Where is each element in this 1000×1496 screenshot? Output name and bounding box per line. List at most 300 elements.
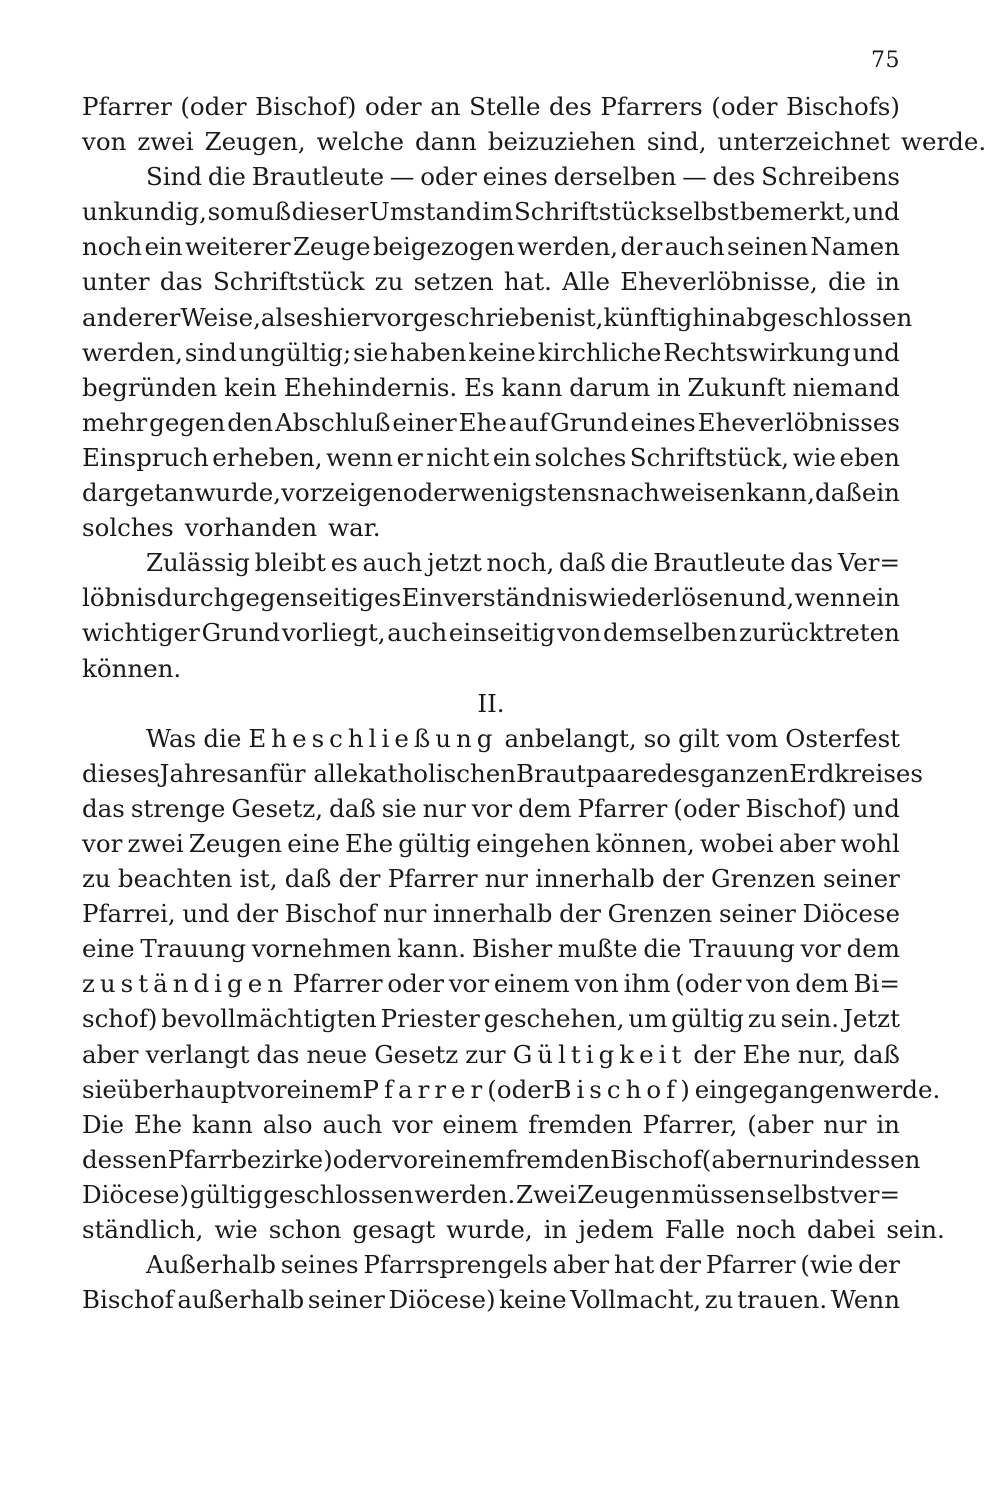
word: vor bbox=[82, 828, 123, 858]
word: noch, bbox=[486, 548, 555, 578]
word: einem bbox=[493, 969, 570, 999]
word: muß bbox=[235, 197, 292, 227]
text-line bbox=[82, 478, 900, 513]
word: Pfarrer bbox=[705, 1250, 796, 1280]
word: müssen bbox=[671, 1179, 766, 1209]
word: neue bbox=[306, 1039, 368, 1069]
word: Eheschließung bbox=[248, 723, 498, 753]
word: Es bbox=[464, 372, 495, 402]
word: aber bbox=[552, 1250, 610, 1280]
word: von bbox=[746, 969, 791, 999]
word: der bbox=[659, 1250, 701, 1280]
word: unter bbox=[82, 267, 150, 297]
word: Eheverlöbnisse, bbox=[620, 267, 818, 297]
word: Außerhalb bbox=[146, 1250, 276, 1280]
word: Pfarrer bbox=[387, 864, 478, 894]
word: Zeugen bbox=[577, 1179, 671, 1209]
word: Zulässig bbox=[146, 548, 250, 578]
word: Zeugen, bbox=[204, 127, 306, 157]
word: sind, bbox=[646, 127, 707, 157]
word: Grenzen bbox=[607, 899, 713, 929]
word: seiner bbox=[823, 864, 900, 894]
word: die bbox=[828, 267, 867, 297]
word: vom bbox=[726, 723, 779, 753]
word: zwei bbox=[127, 828, 184, 858]
word: Bischof) bbox=[255, 92, 357, 121]
text-line bbox=[82, 724, 900, 759]
word: sie bbox=[353, 337, 389, 367]
word: ständlich, bbox=[82, 1215, 204, 1244]
word: es bbox=[295, 302, 323, 332]
word: ganzen bbox=[699, 758, 790, 788]
word: II. bbox=[477, 688, 505, 718]
word: dieses bbox=[82, 758, 160, 788]
word: zurücktreten bbox=[738, 618, 900, 648]
word: an bbox=[430, 92, 461, 121]
word: werden, bbox=[82, 337, 183, 367]
word: wenn bbox=[794, 583, 862, 613]
word: daß bbox=[329, 793, 376, 823]
word: gegen bbox=[149, 407, 226, 437]
word: Pfarrei, bbox=[82, 899, 176, 929]
text-line bbox=[82, 513, 900, 548]
word: und bbox=[852, 793, 900, 823]
word: wenn bbox=[326, 442, 394, 472]
word: Stelle bbox=[469, 92, 541, 121]
word: dem bbox=[846, 934, 900, 964]
text-line bbox=[82, 1144, 921, 1180]
word: gegenseitiges bbox=[229, 583, 402, 613]
word: Gesetz bbox=[374, 1039, 459, 1069]
text-line bbox=[82, 758, 923, 794]
word: vor bbox=[448, 969, 490, 999]
word: vorgeschrieben bbox=[372, 302, 566, 332]
word: der bbox=[661, 864, 704, 894]
word: an bbox=[238, 758, 270, 788]
word: zu bbox=[82, 864, 111, 894]
word: von bbox=[574, 969, 619, 999]
word: vorzeigen bbox=[281, 478, 403, 508]
word: begründen bbox=[82, 372, 218, 402]
text-line bbox=[82, 92, 900, 127]
word: Ehe bbox=[742, 1039, 791, 1069]
word: Vollmacht, bbox=[570, 1285, 702, 1315]
word: einem bbox=[442, 1109, 519, 1139]
word: dabei bbox=[807, 1215, 876, 1244]
word: seiner bbox=[718, 899, 796, 929]
word: seines bbox=[280, 1250, 359, 1280]
word: wieder bbox=[588, 583, 674, 613]
word: kann bbox=[191, 1109, 253, 1139]
text-line bbox=[82, 408, 900, 443]
word: Schriftstück bbox=[212, 267, 365, 297]
word: das bbox=[790, 548, 834, 578]
word: hat. bbox=[503, 267, 552, 297]
word: solches bbox=[534, 442, 627, 472]
word: Ehe bbox=[344, 828, 394, 858]
word: Pfarrer bbox=[292, 969, 383, 999]
word: der bbox=[338, 864, 381, 894]
word: Schriftstück, bbox=[629, 442, 790, 472]
word: des bbox=[712, 162, 756, 192]
word: — bbox=[389, 162, 415, 192]
word: nur bbox=[422, 793, 466, 823]
word: kann. bbox=[397, 934, 467, 964]
text-line bbox=[82, 583, 900, 618]
word: beachten bbox=[117, 864, 233, 894]
word: (oder bbox=[673, 793, 740, 823]
word: eines bbox=[630, 407, 696, 437]
word: solches bbox=[82, 513, 174, 543]
word: Ehe bbox=[458, 407, 507, 437]
word: löbnis bbox=[82, 583, 157, 613]
word: das bbox=[82, 793, 125, 823]
text-line bbox=[82, 1004, 900, 1039]
word: Bisher bbox=[471, 934, 553, 964]
word: ein bbox=[861, 583, 900, 613]
word: so bbox=[207, 197, 235, 227]
word: also bbox=[262, 1109, 313, 1139]
word: (aber bbox=[747, 1109, 814, 1139]
text-line bbox=[82, 127, 987, 162]
word: seiner bbox=[307, 1285, 385, 1315]
word: wobei bbox=[699, 828, 774, 858]
word: fremden bbox=[528, 1109, 633, 1139]
word: Grund bbox=[201, 618, 281, 648]
word: in bbox=[811, 1144, 835, 1174]
word: setzen bbox=[413, 267, 494, 297]
word: anderer bbox=[82, 302, 181, 332]
word: vor bbox=[471, 793, 513, 823]
word: das bbox=[159, 267, 203, 297]
word: daß bbox=[284, 864, 332, 894]
text-line bbox=[82, 864, 900, 899]
word: in bbox=[876, 1109, 900, 1139]
word: erheben, bbox=[212, 442, 323, 472]
word: eine bbox=[82, 934, 135, 964]
word: von bbox=[556, 618, 602, 648]
word: oder bbox=[332, 1144, 390, 1174]
word: sie bbox=[82, 1074, 117, 1104]
word: jedem bbox=[578, 1215, 654, 1244]
word: Diöcese) bbox=[388, 1285, 496, 1315]
word: werde. bbox=[855, 1074, 941, 1104]
word: werde. bbox=[901, 127, 987, 157]
word: nur bbox=[484, 864, 529, 894]
text-line bbox=[82, 1215, 945, 1250]
word: wie bbox=[214, 1215, 258, 1244]
word: anbelangt, bbox=[504, 723, 637, 753]
word: die Trauung bbox=[643, 934, 795, 964]
word: daß bbox=[815, 478, 862, 508]
word: Trauung bbox=[140, 934, 247, 964]
word: aber bbox=[778, 828, 836, 858]
word: Pfarrer, bbox=[642, 1109, 738, 1139]
word: der bbox=[858, 1250, 900, 1280]
word: sie bbox=[381, 793, 417, 823]
word: lösen bbox=[673, 583, 739, 613]
word: gültig bbox=[189, 1179, 263, 1209]
word: daß bbox=[559, 548, 606, 578]
word: Bischofs) bbox=[786, 92, 900, 121]
word: hat bbox=[613, 1250, 655, 1280]
word: keine bbox=[499, 1285, 567, 1315]
word: Pfarrer bbox=[82, 92, 172, 121]
word: können, bbox=[595, 828, 695, 858]
word: auch bbox=[664, 232, 725, 262]
word: und bbox=[182, 899, 230, 929]
word: werden, bbox=[517, 232, 619, 262]
word: Die bbox=[82, 1109, 124, 1139]
word: mehr bbox=[82, 407, 148, 437]
word: Pfarrsprengels bbox=[363, 1250, 548, 1280]
word: Bischof bbox=[284, 899, 377, 929]
word: Alle bbox=[562, 267, 611, 297]
word: Pfarrers bbox=[600, 92, 703, 121]
word: dem bbox=[795, 969, 849, 999]
word: vor bbox=[389, 1144, 430, 1174]
word: kann bbox=[501, 372, 563, 402]
word: einseitig bbox=[448, 618, 556, 648]
word: eine bbox=[287, 828, 340, 858]
word: den bbox=[227, 407, 274, 437]
word: (wie bbox=[800, 1250, 854, 1280]
word: zu bbox=[374, 267, 404, 297]
word: jetzt bbox=[427, 548, 482, 578]
word: ein bbox=[861, 478, 900, 508]
word: (oder bbox=[487, 1074, 554, 1104]
word: die bbox=[203, 723, 242, 753]
word: oder bbox=[364, 92, 422, 121]
word: wie bbox=[792, 442, 836, 472]
word: schof) bbox=[82, 1004, 158, 1034]
word: Namen bbox=[810, 232, 900, 262]
word: Zukunft bbox=[687, 372, 786, 402]
word: einer bbox=[392, 407, 457, 437]
word: fremden bbox=[505, 1144, 611, 1174]
word: innerhalb bbox=[432, 899, 553, 929]
word: geschlossen bbox=[263, 1179, 414, 1209]
word: vorhanden bbox=[184, 513, 318, 543]
text-line bbox=[82, 618, 900, 653]
word: zu bbox=[704, 1285, 734, 1315]
text-line bbox=[82, 1285, 900, 1320]
word: (oder bbox=[675, 969, 742, 999]
word: vor bbox=[800, 934, 841, 964]
word: schon bbox=[268, 1215, 342, 1244]
word: Grund bbox=[550, 407, 629, 437]
word: niemand bbox=[792, 372, 900, 402]
word: für alle bbox=[269, 758, 359, 788]
word: Abschluß bbox=[275, 407, 391, 437]
word: dieser bbox=[291, 197, 369, 227]
word: zwei bbox=[137, 127, 194, 157]
word: noch bbox=[735, 1215, 797, 1244]
word: Einverständnis bbox=[401, 583, 588, 613]
word: können. bbox=[82, 653, 182, 683]
word: strenge bbox=[130, 793, 226, 823]
word: mußte bbox=[557, 934, 638, 964]
word: darum bbox=[569, 372, 651, 402]
text-line bbox=[82, 1180, 900, 1215]
word: Rechtswirkung bbox=[663, 337, 851, 367]
word: sein. bbox=[780, 1004, 840, 1034]
word: auf bbox=[508, 407, 549, 437]
word: Jetzt bbox=[843, 1004, 900, 1034]
word: Was bbox=[146, 723, 197, 753]
word: Bischof) bbox=[553, 1074, 695, 1104]
word: und, bbox=[739, 583, 795, 613]
word: ein bbox=[492, 442, 531, 472]
word: Priester bbox=[380, 1004, 480, 1034]
text-line bbox=[82, 1074, 941, 1110]
word: unterzeichnet bbox=[717, 127, 890, 157]
text-line bbox=[82, 1110, 900, 1145]
word: überhaupt bbox=[116, 1074, 247, 1104]
word: welche bbox=[316, 127, 404, 157]
word: — bbox=[682, 162, 707, 192]
word: Bischof bbox=[82, 1285, 174, 1315]
word: Diöcese) bbox=[82, 1179, 190, 1209]
word: der bbox=[559, 899, 601, 929]
word: einem bbox=[286, 1074, 363, 1104]
word: Jahres bbox=[159, 758, 239, 788]
word: oder bbox=[402, 478, 460, 508]
text-line bbox=[82, 794, 900, 829]
word: oder bbox=[387, 969, 444, 999]
word: Grenzen bbox=[711, 864, 816, 894]
word: oder bbox=[420, 162, 477, 192]
word: ist, bbox=[239, 864, 278, 894]
word: in bbox=[657, 372, 681, 402]
word: einem bbox=[429, 1144, 506, 1174]
word: wurde, bbox=[194, 478, 282, 508]
text-line bbox=[82, 899, 900, 934]
word: noch bbox=[82, 232, 143, 262]
word: um bbox=[628, 1004, 668, 1034]
word: gültig bbox=[671, 1004, 744, 1034]
body-text bbox=[82, 92, 987, 1320]
word: kann, bbox=[746, 478, 815, 508]
text-line bbox=[82, 969, 900, 1004]
word: abgeschlossen bbox=[731, 302, 913, 332]
text-line bbox=[82, 934, 900, 969]
word: derselben bbox=[553, 162, 677, 192]
word: Zwei bbox=[516, 1179, 577, 1209]
section-heading bbox=[82, 689, 900, 724]
word: bleibt bbox=[254, 548, 327, 578]
word: zuständigen bbox=[82, 969, 288, 999]
word: in bbox=[876, 267, 900, 297]
word: beigezogen bbox=[372, 232, 515, 262]
word: der bbox=[620, 232, 663, 262]
text-line bbox=[82, 829, 900, 864]
word: in bbox=[543, 1215, 568, 1244]
text-line bbox=[82, 1250, 900, 1285]
word: selbstver= bbox=[766, 1179, 900, 1209]
word: Diöcese bbox=[802, 899, 900, 929]
text-line bbox=[82, 443, 900, 478]
word: Zeugen bbox=[188, 828, 283, 858]
word: vorliegt, bbox=[281, 618, 386, 648]
text-line bbox=[82, 232, 900, 267]
word: zur bbox=[465, 1039, 506, 1069]
word: sein. bbox=[886, 1215, 945, 1244]
word: von bbox=[82, 127, 127, 157]
word: verlangt bbox=[145, 1039, 250, 1069]
word: das bbox=[256, 1039, 300, 1069]
word: Sind bbox=[146, 162, 203, 192]
word: Brautleute bbox=[251, 162, 385, 192]
word: Osterfest bbox=[785, 723, 900, 753]
word: Eheverlöbnisses bbox=[697, 407, 900, 437]
word: wenigstens bbox=[459, 478, 600, 508]
word: Brautpaare bbox=[516, 758, 658, 788]
text-line bbox=[82, 302, 913, 338]
word: Pfarrbezirke) bbox=[167, 1144, 333, 1174]
text-line bbox=[82, 373, 900, 408]
word: Schriftstück bbox=[513, 197, 666, 227]
word: Gesetz, bbox=[231, 793, 324, 823]
word: der bbox=[693, 1039, 736, 1069]
word: dessen bbox=[82, 1144, 168, 1174]
word: Pfarrer bbox=[362, 1074, 488, 1104]
word: Zeuge bbox=[292, 232, 371, 262]
word: nur, bbox=[797, 1039, 847, 1069]
word: keine bbox=[468, 337, 536, 367]
word: auch bbox=[322, 1109, 383, 1139]
word: im bbox=[482, 197, 514, 227]
word: wichtiger bbox=[82, 618, 200, 648]
word: Ehehindernis. bbox=[283, 372, 458, 402]
word: Wenn bbox=[830, 1285, 900, 1315]
word: selbst bbox=[666, 197, 740, 227]
page-number: 75 bbox=[871, 48, 900, 73]
text-line bbox=[82, 654, 900, 689]
word: und bbox=[852, 337, 900, 367]
word: kein bbox=[223, 372, 277, 402]
word: Bi= bbox=[853, 969, 900, 999]
word: die bbox=[610, 548, 649, 578]
word: (aber bbox=[701, 1144, 768, 1174]
word: Umstand bbox=[369, 197, 482, 227]
word: des bbox=[657, 758, 700, 788]
text-line bbox=[82, 548, 900, 583]
word: Pfarrer bbox=[577, 793, 668, 823]
text-line bbox=[82, 1040, 900, 1075]
word: haben bbox=[390, 337, 467, 367]
word: Weise, bbox=[180, 302, 261, 332]
word: eben bbox=[839, 442, 900, 472]
word: werden. bbox=[414, 1179, 516, 1209]
word: Falle bbox=[664, 1215, 725, 1244]
word: es bbox=[330, 548, 358, 578]
text-line bbox=[82, 338, 900, 373]
word: nur bbox=[767, 1144, 812, 1174]
word: auch bbox=[362, 548, 423, 578]
word: Erdkreises bbox=[789, 758, 923, 788]
word: Gültigkeit bbox=[512, 1039, 687, 1069]
word: ungültig; bbox=[238, 337, 352, 367]
word: bevollmächtigten bbox=[161, 1004, 377, 1034]
word: außerhalb bbox=[177, 1285, 305, 1315]
word: Ver= bbox=[837, 548, 900, 578]
text-line bbox=[82, 197, 900, 232]
word: Bischof) bbox=[745, 793, 847, 823]
text-line bbox=[82, 267, 900, 302]
word: war. bbox=[328, 513, 381, 543]
word: trauen. bbox=[737, 1285, 828, 1315]
